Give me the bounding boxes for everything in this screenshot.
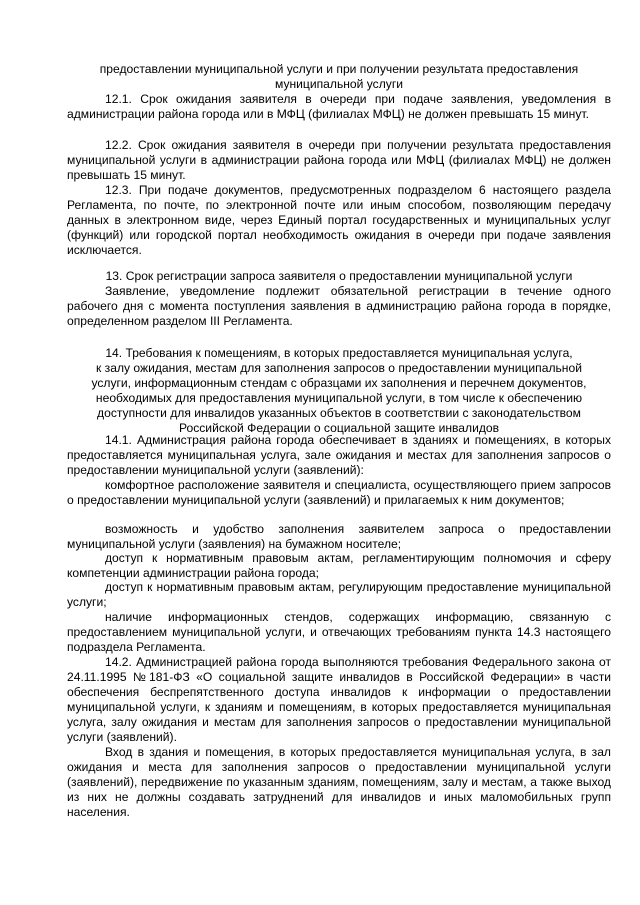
paragraph-14-1-item: возможность и удобство заполнения заявителем запроса о предоставлении муниципальной услуги (заявления) на бумажном носителе; — [67, 522, 611, 552]
paragraph-14-1-item: доступ к нормативным правовым актам, регулирующим предоставление муниципальной услуги; — [67, 580, 611, 610]
paragraph-14-1: 14.1. Администрация района города обеспечивает в зданиях и помещениях, в которых предоставляется муниципальная услуга, зале ожидания и местах для заполнения запросов о предоставлении муниципальной услуги (заявлений): — [67, 433, 611, 478]
paragraph-12-2: 12.2. Срок ожидания заявителя в очереди при получении результата предоставления муниципальной услуги в администрации района города или МФЦ (филиалах МФЦ) не должен превышать 15 минут. — [67, 138, 611, 183]
header-continuation — [67, 62, 611, 92]
heading-line: доступности для инвалидов указанных объектов в соответствии с законодательством — [97, 406, 581, 421]
section-13-heading: 13. Срок регистрации запроса заявителя о предоставлении муниципальной услуги — [105, 269, 573, 283]
section-14-heading — [67, 346, 611, 437]
paragraph-14-1-item: наличие информационных стендов, содержащих информацию, связанную с предоставлением муниципальной услуги, и отвечающих требованиям пункта 14.3 настоящего подраздела Регламента. — [67, 610, 611, 655]
heading-line: Российской Федерации о социальной защите инвалидов — [178, 421, 500, 436]
paragraph-12-1: 12.1. Срок ожидания заявителя в очереди при подаче заявления, уведомления в администрации района города или в МФЦ (филиалах МФЦ) не должен превышать 15 минут. — [67, 92, 611, 122]
header-line: предоставлении муниципальной услуги и при получении результата предоставления — [99, 62, 579, 76]
paragraph-12-3: 12.3. При подаче документов, предусмотренных подразделом 6 настоящего раздела Регламента, по почте, по электронной почте или иным способом, позволяющим передачу данных в электронном виде, через Единый портал государственных и муниципальных услуг (функций) или городской портал необходимость ожидания в очереди при подаче заявления исключается. — [67, 183, 611, 258]
paragraph-13: Заявление, уведомление подлежит обязательной регистрации в течение одного рабочего дня с момента поступления заявления в администрацию района города в порядке, определенном разделом III Регламента. — [67, 284, 611, 329]
paragraph-14-1-item: доступ к нормативным правовым актам, регламентирующим полномочия и сферу компетенции администрации района города; — [67, 551, 611, 581]
heading-line: 14. Требования к помещениям, в которых предоставляется муниципальная услуга, — [105, 346, 573, 360]
paragraph-14-2: 14.2. Администрацией района города выполняются требования Федерального закона от 24.11.1995 №181-ФЗ «О социальной защите инвалидов в Российской Федерации» в части обеспечения беспрепятственного доступа инвалидов к информации о предоставлении муниципальной услуги, к зданиям и помещениям, в которых предоставляется муниципальная услуга, залу ожидания и местам для заполнения запросов о предоставлении муниципальной услуги (заявлений). — [67, 655, 611, 745]
paragraph-14-2-entry: Вход в здания и помещения, в которых предоставляется муниципальная услуга, в зал ожидания и места для заполнения запросов о предоставлении муниципальной услуги (заявлений), передвижение по указанным зданиям, помещениям, залу и местам, а также выход из них не должны создавать затруднений для инвалидов и иных маломобильных групп населения. — [67, 745, 611, 820]
paragraph-14-1-item: комфортное расположение заявителя и специалиста, осуществляющего прием запросов о предоставлении муниципальной услуги (заявлений) и прилагаемых к ним документов; — [67, 478, 611, 508]
heading-line: необходимых для предоставления муниципальной услуги, в том числе к обеспечению — [95, 391, 583, 406]
heading-line: услуги, информационным стендам с образцами их заполнения и перечнем документов, — [91, 376, 587, 391]
header-line: муниципальной услуги — [275, 77, 403, 92]
heading-line: к залу ожидания, местам для заполнения запросов о предоставлении муниципальной — [96, 361, 582, 376]
